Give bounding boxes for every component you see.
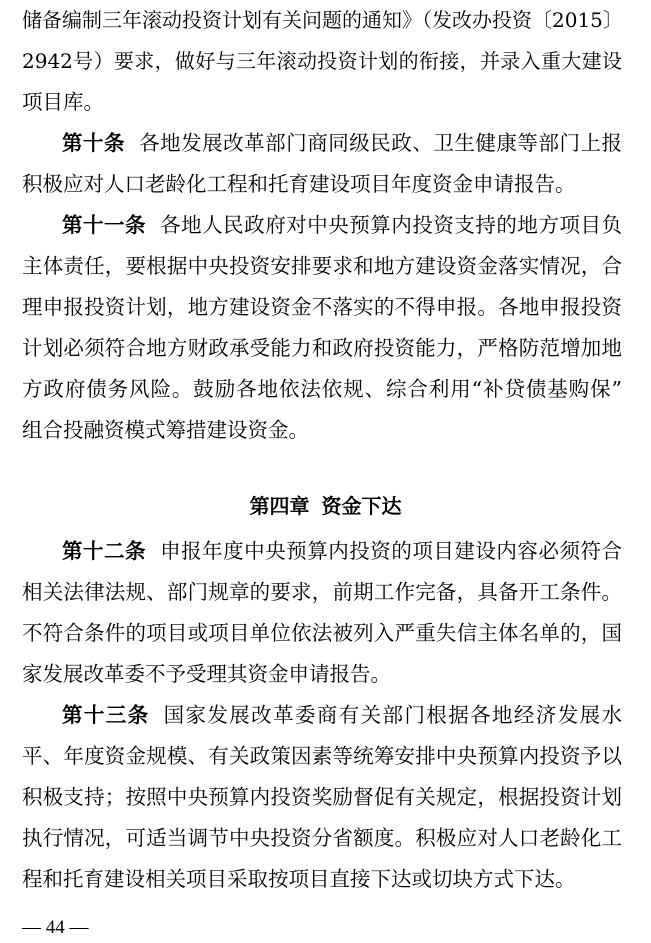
text-line: 申报年度中央预算内投资的项目建设内容必须符合 bbox=[160, 539, 623, 563]
article-label: 第十二条 bbox=[62, 539, 147, 563]
article-10-first-line bbox=[62, 129, 622, 157]
text-line: 家发展改革委不予受理其资金申请报告。 bbox=[22, 662, 391, 686]
text-line: 国家发展改革委商有关部门根据各地经济发展水 bbox=[163, 703, 623, 727]
article-12-first-line bbox=[62, 537, 622, 565]
article-label: 第十一条 bbox=[62, 213, 147, 237]
text-line: 各地人民政府对中央预算内投资支持的地方项目负 bbox=[160, 213, 623, 237]
text-line: 相关法律法规、部门规章的要求，前期工作完备，具备开工条件。 bbox=[22, 580, 622, 604]
text-line: 执行情况，可适当调节中央投资分省额度。积极应对人口老龄化工 bbox=[22, 826, 622, 850]
text-line: 理申报投资计划，地方建设资金不落实的不得申报。各地申报投资 bbox=[22, 295, 622, 319]
text-line: 2942号）要求，做好与三年滚动投资计划的衔接，并录入重大建设 bbox=[22, 49, 622, 73]
text-line: 计划必须符合地方财政承受能力和政府投资能力，严格防范增加地 bbox=[22, 336, 622, 360]
chapter-heading bbox=[0, 492, 651, 520]
page-number: — 44 — bbox=[22, 917, 89, 938]
text-line: 组合投融资模式筹措建设资金。 bbox=[22, 418, 309, 442]
text-line: 积极支持；按照中央预算内投资奖励督促有关规定，根据投资计划 bbox=[22, 785, 622, 809]
article-label: 第十条 bbox=[62, 131, 126, 155]
text-line: 方政府债务风险。鼓励各地依法依规、综合利用“补贷债基购保” bbox=[22, 377, 622, 401]
text-line: 储备编制三年滚动投资计划有关问题的通知》（发改办投资〔2015〕 bbox=[22, 8, 623, 32]
text-line: 平、年度资金规模、有关政策因素等统筹安排中央预算内投资予以 bbox=[22, 744, 622, 768]
chapter-title: 资金下达 bbox=[321, 494, 402, 518]
text-line: 项目库。 bbox=[22, 90, 104, 114]
article-11-first-line bbox=[62, 211, 622, 239]
chapter-number: 第四章 bbox=[249, 494, 310, 518]
text-line: 程和托育建设相关项目采取按项目直接下达或切块方式下达。 bbox=[22, 867, 576, 891]
text-line: 积极应对人口老龄化工程和托育建设项目年度资金申请报告。 bbox=[22, 172, 576, 196]
text-line: 主体责任，要根据中央投资安排要求和地方建设资金落实情况，合 bbox=[22, 254, 622, 278]
article-label: 第十三条 bbox=[62, 703, 150, 727]
text-line: 不符合条件的项目或项目单位依法被列入严重失信主体名单的，国 bbox=[22, 621, 622, 645]
article-13-first-line bbox=[62, 701, 622, 729]
text-line: 各地发展改革部门商同级民政、卫生健康等部门上报 bbox=[139, 131, 623, 155]
